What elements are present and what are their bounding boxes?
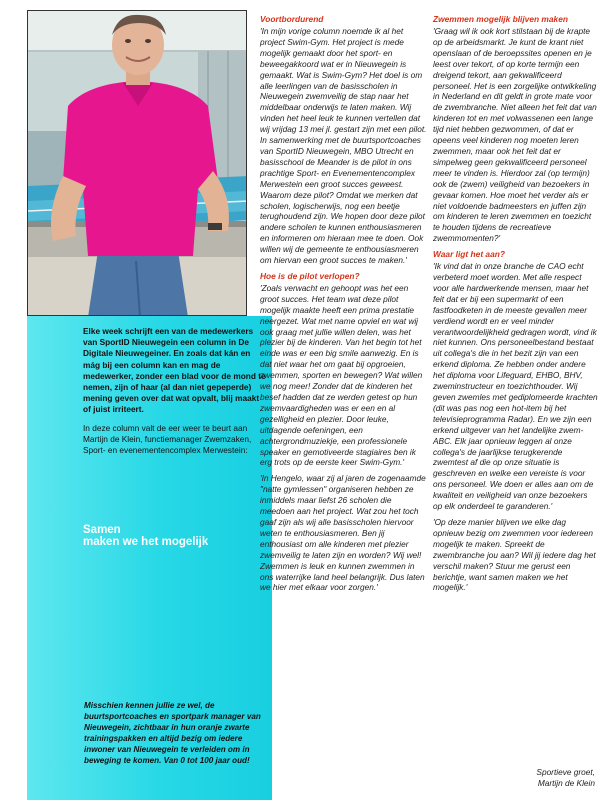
article-column-right [433,14,598,598]
paragraph: 'Op deze manier blijven we elke dag opnieuw bezig om zwemmen voor iedereen mogelijk te maken. Spreekt de zwembranche jou aan? Wil jij iedere dag het verschil maken? Stuur me gerust een berichtje, want samen maken we het mogelijk.' [433,516,596,593]
intro-block [83,326,267,463]
section-heading-waar-ligt: Waar ligt het aan? [433,249,505,260]
paragraph: 'In mijn vorige column noemde ik al het project Swim-Gym. Het project is mede mogelijk gemaakt door het sport- en beweegakkoord wat er in Nieuwegein is gemaakt. Wat is Swim-Gym? Het doel is om alle leerlingen van de basisscholen in Nieuwegein zwemveilig de stap naar het middelbaar onderwijs te laten maken. Wij vinden het heel leuk te kunnen vertellen dat wij vrijdag 13 mei jl. gestart zijn met een pilot. In samenwerking met de buurtsportcoaches van SportID Nieuwegein, MBO Utrecht en basisschool de Meander is de pilot in ons prachtige Sport- en Evenementencomplex Merwestein een groot succes geweest. Waarom deze pilot? Omdat we merken dat scholen, logischerwijs, nog een beetje terughoudend zijn. We hopen door deze pilot andere scholen te kunnen enthousiasmeren en informeren om hieraan mee te doen. Ook willen wij de gemeente te enthousiasmeren om hiervan een groot succes te maken.' [260,26,427,266]
paragraph: 'Zoals verwacht en gehoopt was het een groot succes. Het team wat deze pilot mogelijk maakte heeft een prima prestatie neergezet. Wat met name opviel en wat wij ook graag met jullie willen delen, was het plezier bij de kinderen. Van het begin tot het einde was er een big smile aanwezig. En is dat niet waar het om gaat bij opgroeien, zwemmen, sporten en bewegen? Wat willen we nog meer! Zonder dat de kinderen het besef hadden dat ze werden getest op hun zwemvaardigheden was er een en al gezelligheid en plezier. Door leuke, uitdagende oefeningen, een achtergrondmuziekje, een professionele speaker en gemotiveerde stagiaires ben ik erg trots op de eerste keer Swim-Gym.' [260,282,423,468]
column-title-line1: Samen [83,524,121,536]
section-heading-zwemmen: Zwemmen mogelijk blijven maken [433,14,568,24]
closing-italic-note: Misschien kennen jullie ze wel, de buurtsportcoaches en sportpark manager van Nieuwegein, zichtbaar in hun oranje zwarte trainingspakken en altijd bezig om iedere inwoner van Nieuwegein te verleiden om in beweging te komen. Van 0 tot 100 jaar oud! [84,701,261,765]
author-photo [27,10,247,316]
section-heading-voortbordurend: Voortbordurend [260,14,324,24]
article-column-middle [260,14,428,598]
signoff-greeting: Sportieve groet, [536,767,595,777]
section-heading-pilot: Hoe is de pilot verlopen? [260,270,360,281]
paragraph: 'Graag wil ik ook kort stilstaan bij de krapte op de arbeidsmarkt. Je kunt de krant niet openslaan of de beroepssites openen en je leest over tekort, of op korte termijn een dreigend tekort, aan gekwalificeerd personeel. Het is een zorgelijke ontwikkeling in Nederland en dit geldt in grote mate voor de zwembranche. Niet alleen het feit dat van kinderen tot en met volwassenen een lange tijd niet hebben gezwommen, of dat er opeens veel kinderen nog moeten leren zwemmen, maar ook het feit dat er simpelweg geen gekwalificeerd personeel meer te vinden is. Hierdoor zal (op termijn) ook de (zwem) veiligheid van bezoekers in gevaar komen. Hoe moet het verder als er niet voldoende badmeesters en juffen zijn om kinderen te leren zwemmen en toezicht te houden tijdens de recreatieve zwemmomenten?' [433,26,597,244]
intro-byline: In deze column valt de eer weer te beurt aan Martijn de Klein, functiemanager Zwemzaken, Sport- en evenementencomplex Merwestein: [83,422,252,456]
paragraph: 'In Hengelo, waar zij al jaren de zogenaamde "natte gymlessen" organiseren hebben ze inmiddels maar liefst 26 scholen die meedoen aan het project. Wat zou het toch gaaf zijn als wij alle basisscholen hiervoor weten te enthousiasmeren. Ben jij enthousiast om alle kinderen met plezier zwemveilig te laten zijn en worden? Wij wel! Zwemmen is leuk en kunnen zwemmen in ons waterrijke land heel belangrijk. Dus laten we hier met elkaar voor zorgen.' [260,473,426,593]
signoff [536,767,595,789]
paragraph: 'Ik vind dat in onze branche de CAO echt verbeterd moet worden. Met alle respect voor alle hardwerkende mensen, maar het feit dat er bij een supermarkt of een fastfoodketen in de meeste gevallen meer verdiend wordt en er veel minder verantwoordelijkheid gedragen wordt, vind ik niet kunnen. Ons personeelbestand bestaat uit collega's die in het bezit zijn van een erkend diploma. Ze hebben onder andere het diploma voor Lifeguard, EHBO, BHV, zweminstructeur en toezichthouder. Wij geven zwemles met gediplomeerde krachten (dit was pas nog een hot-item bij het televisieprogramma Radar). En we zijn een erkend uitgever van het landelijke zwem-ABC. Elk jaar opnieuw leggen al onze collega's de jaarlijkse terugkerende zwemtest af die op onze situatie is geschreven en welke een vereiste is voor ons personeel. We doen er alles aan om de kwaliteit en veiligheid van onze bezoekers op elk onderdeel te garanderen.' [433,261,598,512]
column-title-line2: maken we het mogelijk [83,536,209,548]
intro-lead: Elke week schrijft een van de medewerkers van SportID Nieuwegein een column in De Digitale Nieuwegeiner. En zoals dat kán en mág bij een column kan en mag de medewerker, zonder een blad voor de mond te nemen, zijn of haar (al dan niet gepeperde) mening geven over dat wat opvalt, blij maakt of juist irriteert. [83,326,266,415]
signoff-author: Martijn de Klein [537,778,595,788]
column-title [83,524,273,548]
